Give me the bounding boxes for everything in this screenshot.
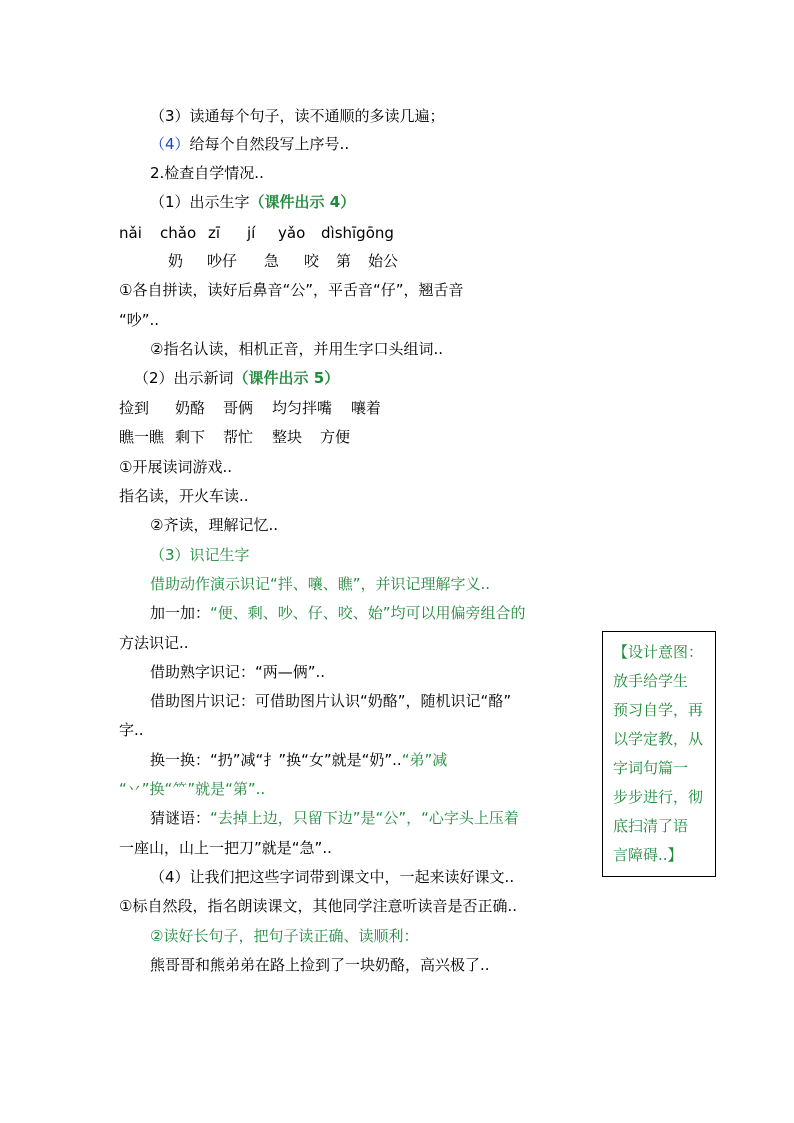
step-number: （4） [150,135,190,153]
courseware-note: （课件出示 5） [233,369,340,387]
word-1-2: 哥俩 [223,399,254,417]
pinyin-3: jí [247,224,256,242]
design-intent-line-5: 字词句篇一 [613,759,689,777]
riddle-method-cont: 一座山，山上一把刀”就是“急”.. [119,839,332,857]
recognize-characters-heading: （3）识记生字 [150,546,250,564]
spell-instruction: ①各自拼读，读好后鼻音“公”，平舌音“仔”，翘舌音 [119,281,464,299]
train-reading: 指名读，开火车读.. [119,487,249,505]
action-demo: 借助动作演示识记“拌、嚷、瞧”，并识记理解字义.. [150,575,491,593]
add-method-cont: 方法识记.. [119,634,189,652]
step-read-sentences: （3）读通每个句子，读不通顺的多读几遍； [150,107,445,125]
char-1: 吵仔 [207,252,238,270]
word-2-3: 整块 [272,428,303,446]
design-intent-line-1: 【设计意图： [613,643,704,661]
section-heading: 2.检查自学情况.. [150,164,264,182]
word-2-2: 帮忙 [223,428,254,446]
choral-reading: ②齐读，理解记忆.. [150,516,278,534]
char-2: 急 [264,252,280,270]
familiar-char-method: 借助熟字识记：“两—俩”.. [150,663,326,681]
design-intent-line-6: 步步进行，彻 [613,788,704,806]
char-0: 奶 [168,252,184,270]
char-5: 始公 [368,252,399,270]
swap-method-cont: “丷”换“⺮”就是“第”.. [119,780,266,798]
word-1-3: 均匀拌嘴 [272,399,333,417]
show-new-characters [150,192,355,212]
word-game: ①开展读词游戏.. [119,458,232,476]
long-sentences: ②读好长句子，把句子读正确、读顺利： [150,927,419,945]
mark-paragraphs: ①标自然段，指名朗读课文，其他同学注意听读音是否正确.. [119,897,517,915]
bring-to-text: （4）让我们把这些字词带到课文中，一起来读好课文.. [150,868,515,886]
riddle-method [150,808,519,828]
design-intent-line-4: 以学定教，从 [613,730,704,748]
courseware-note: （课件出示 4） [249,193,356,211]
step-text: 给每个自然段写上序号.. [189,135,350,153]
picture-method-cont: 字.. [119,721,144,739]
pinyin-0: nǎi [119,224,142,242]
pinyin-4: yǎo [278,224,306,242]
char-4: 第 [336,252,352,270]
design-intent-line-8: 言障碍..】 [613,846,683,864]
pinyin-5: dìshīgōng [321,224,394,242]
method-text: “便、剩、吵、仔、咬、始”均可以用偏旁组合的 [210,604,526,622]
swap-text-green: “弟”减 [401,751,448,769]
design-intent-line-3: 预习自学，再 [613,701,704,719]
word-1-0: 捡到 [119,399,150,417]
design-intent-line-7: 底扫清了语 [613,817,689,835]
pinyin-1: chǎo [160,224,197,242]
pinyin-2: zī [208,224,221,242]
design-intent-line-2: 放手给学生 [613,672,689,690]
word-2-0: 瞧一瞧 [119,428,165,446]
riddle-text: “去掉上边，只留下边”是“公”，“心字头上压着 [210,809,519,827]
design-intent-box [602,631,716,877]
swap-method [150,750,447,770]
show-new-words [134,368,339,388]
word-2-1: 剩下 [175,428,206,446]
word-2-4: 方便 [320,428,351,446]
method-label: 加一加： [150,604,211,622]
riddle-label: 猜谜语： [150,809,211,827]
picture-method: 借助图片识记：可借助图片认识“奶酪”，随机识记“酪” [150,692,512,710]
swap-text: 换一换：“扔”减“扌”换“女”就是“奶”.. [150,751,402,769]
spell-instruction-cont: “吵”.. [119,311,160,329]
add-method [150,603,526,623]
word-1-4: 嚷着 [351,399,382,417]
item-label: （1）出示生字 [150,193,250,211]
read-aloud-instruction: ②指名认读，相机正音，并用生字口头组词.. [150,340,443,358]
step-number-paragraphs [150,134,349,154]
item-label: （2）出示新词 [134,369,234,387]
char-3: 咬 [304,252,320,270]
example-sentence: 熊哥哥和熊弟弟在路上捡到了一块奶酪，高兴极了.. [150,956,490,974]
word-1-1: 奶酪 [175,399,206,417]
